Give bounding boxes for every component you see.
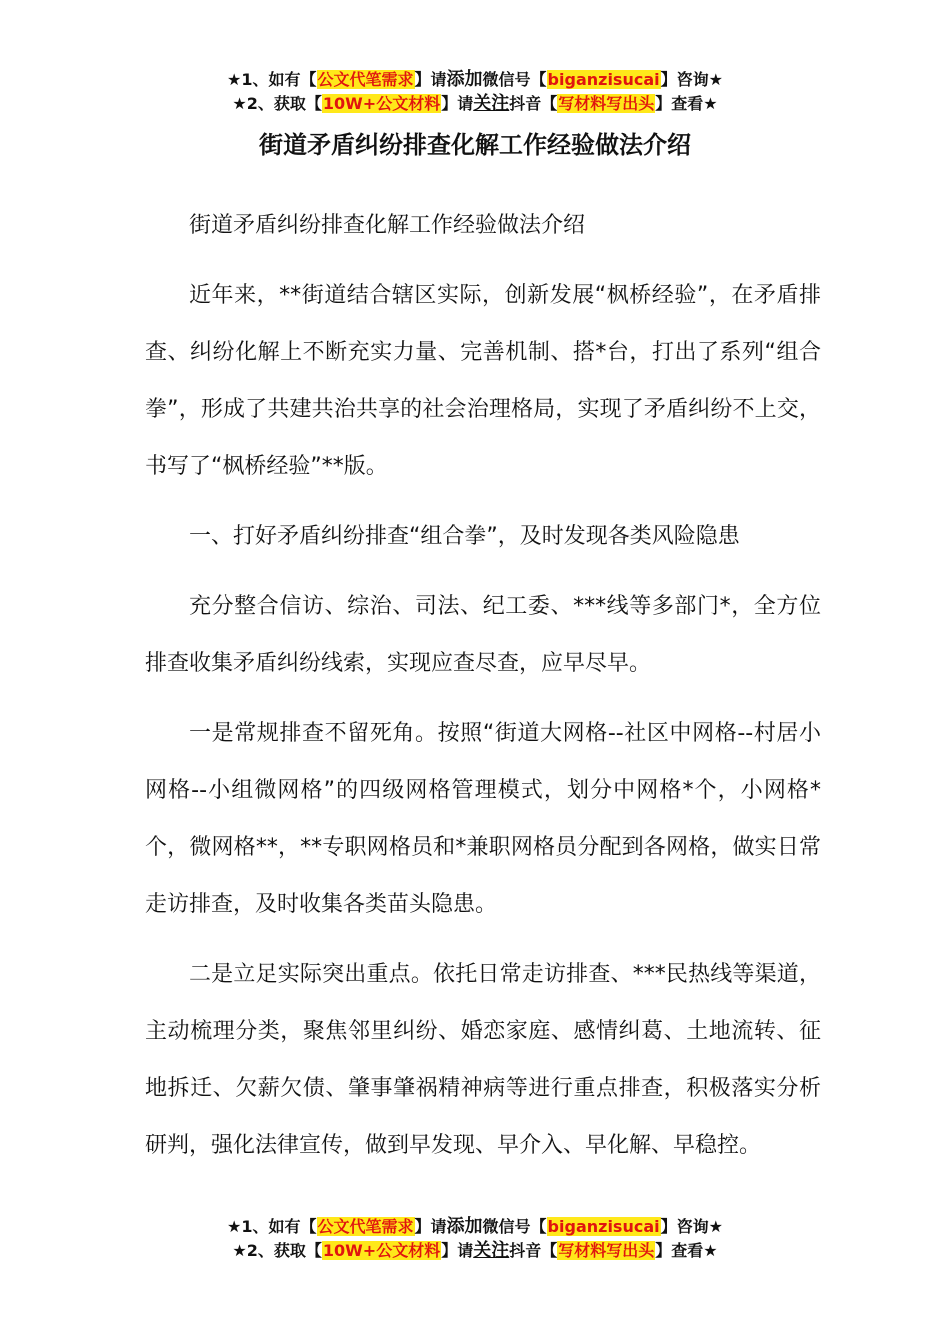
banner-text: 抖音【 — [509, 94, 558, 113]
banner-emphasis: 关注 — [473, 1240, 510, 1261]
footer-banner — [0, 1215, 950, 1263]
banner-text: ★1、如有【 — [227, 1217, 317, 1236]
paragraph: 近年来，**街道结合辖区实际，创新发展“枫桥经验”，在矛盾排查、纠纷化解上不断充实力量、完善机制、搭*台，打出了系列“组合拳”，形成了共建共治共享的社会治理格局，实现了矛盾纠纷不上交，书写了“枫桥经验”**版。 — [145, 283, 821, 479]
paragraph: 充分整合信访、综治、司法、纪工委、***线等多部门*，全方位排查收集矛盾纠纷线索，实现应查尽查，应早尽早。 — [145, 594, 821, 676]
document-title: 街道矛盾纠纷排查化解工作经验做法介绍 — [259, 131, 691, 159]
banner-text: 微信号【 — [482, 1217, 547, 1236]
banner-highlight: 公文代笔需求 — [317, 1217, 414, 1236]
banner-line-1 — [0, 68, 950, 92]
banner-text: 】查看★ — [655, 1241, 718, 1260]
banner-line-2 — [0, 1239, 950, 1263]
paragraph: 二是立足实际突出重点。依托日常走访排查、***民热线等渠道，主动梳理分类，聚焦邻里纠纷、婚恋家庭、感情纠葛、土地流转、征地拆迁、欠薪欠债、肇事肇祸精神病等进行重点排查，积极落实分析研判，强化法律宣传，做到早发现、早介入、早化解、早稳控。 — [145, 962, 821, 1158]
banner-highlight: 10W+公文材料 — [322, 1241, 441, 1260]
banner-text: 】请 — [441, 1241, 474, 1260]
banner-wechat-id: biganzisucai — [547, 1217, 660, 1236]
banner-text: ★1、如有【 — [227, 70, 317, 89]
banner-line-2 — [0, 92, 950, 116]
banner-text: ★2、获取【 — [232, 1241, 322, 1260]
header-banner — [0, 68, 950, 116]
paragraph: 街道矛盾纠纷排查化解工作经验做法介绍 — [189, 213, 586, 238]
banner-text: 抖音【 — [509, 1241, 558, 1260]
banner-text: ★2、获取【 — [232, 94, 322, 113]
banner-highlight: 10W+公文材料 — [322, 94, 441, 113]
document-body — [145, 197, 821, 1187]
banner-text: 】请 — [414, 1217, 447, 1236]
banner-text: 】请 — [441, 94, 474, 113]
banner-emphasis: 添加 — [446, 1216, 483, 1237]
paragraph: 一是常规排查不留死角。按照“街道大网格--社区中网格--村居小网格--小组微网格”的四级网格管理模式，划分中网格*个，小网格*个，微网格**，**专职网格员和*兼职网格员分配到各网格，做实日常走访排查，及时收集各类苗头隐患。 — [145, 721, 821, 917]
banner-text: 】请 — [414, 70, 447, 89]
banner-emphasis: 关注 — [473, 93, 510, 114]
banner-text: 】查看★ — [655, 94, 718, 113]
banner-douyin-id: 写材料写出头 — [558, 1241, 655, 1260]
banner-text: 微信号【 — [482, 70, 547, 89]
banner-douyin-id: 写材料写出头 — [558, 94, 655, 113]
banner-highlight: 公文代笔需求 — [317, 70, 414, 89]
section-heading: 一、打好矛盾纠纷排查“组合拳”，及时发现各类风险隐患 — [189, 524, 740, 549]
banner-line-1 — [0, 1215, 950, 1239]
banner-wechat-id: biganzisucai — [547, 70, 660, 89]
banner-text: 】咨询★ — [660, 70, 723, 89]
banner-emphasis: 添加 — [446, 69, 483, 90]
banner-text: 】咨询★ — [660, 1217, 723, 1236]
